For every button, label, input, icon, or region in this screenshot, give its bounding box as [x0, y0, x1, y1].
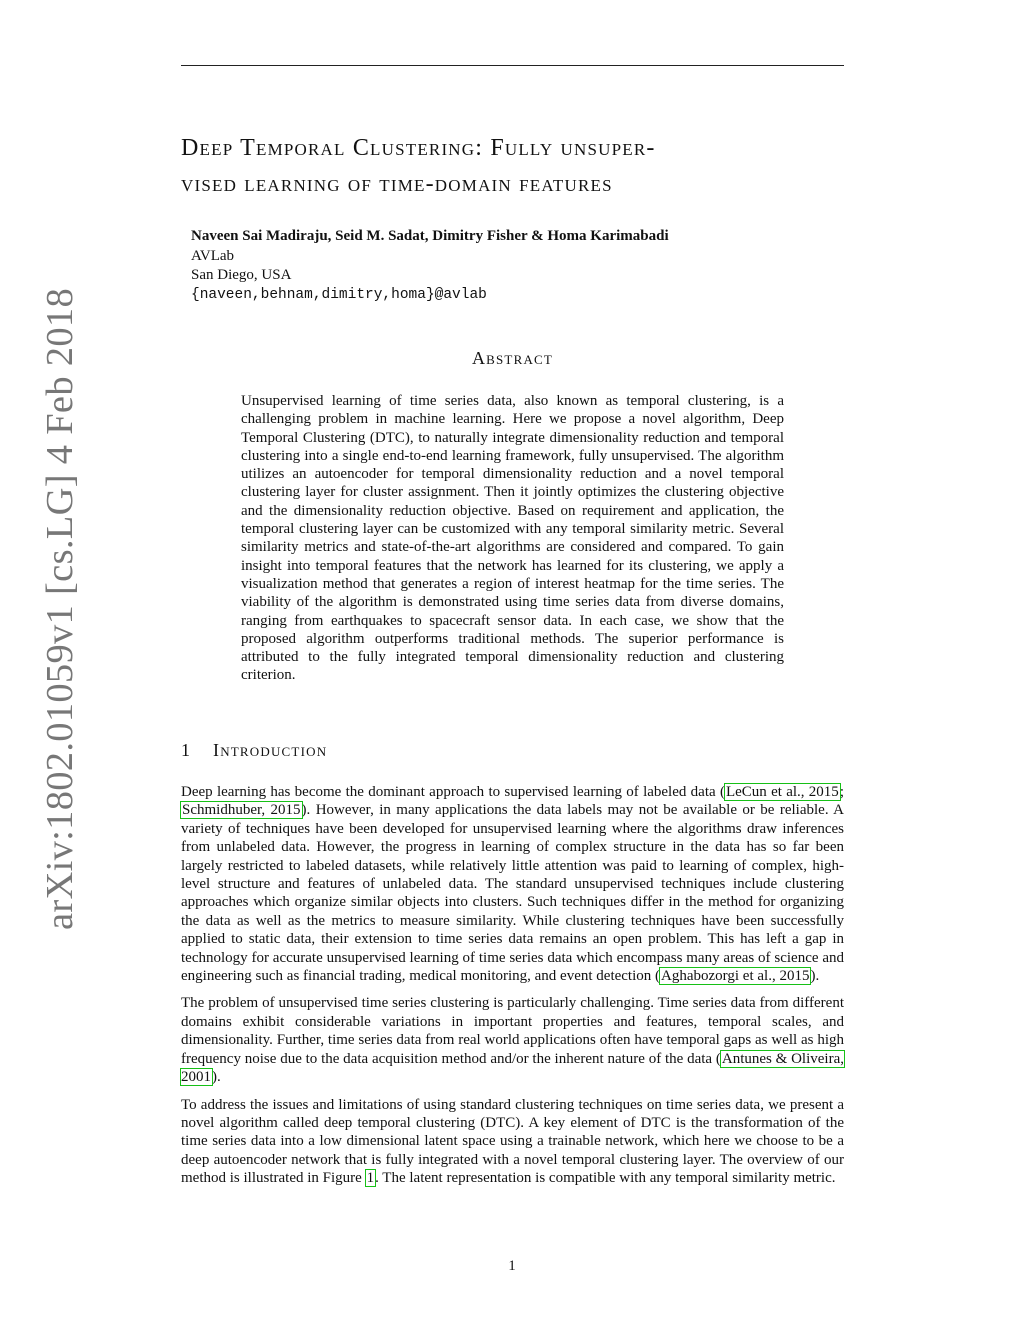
title-line-2: vised learning of time-domain features — [181, 171, 613, 197]
intro-paragraph-3: To address the issues and limitations of using standard clustering techniques on time series data, we present a novel algorithm called deep temporal clustering (DTC). A key element of DTC is the transformation of the time series data into a low dimensional latent space using a trainable network, which here we choose to be a deep autoencoder network that is fully integrated with a novel temporal clustering layer. The overview of our method is illustrated in Figure 1. The latent representation is compatible with any temporal similarity metric. — [181, 1096, 844, 1187]
citation-link[interactable]: Antunes & Oliveira, 2001 — [181, 1050, 844, 1086]
citation-link[interactable]: Schmidhuber, 2015 — [182, 802, 301, 819]
top-rule — [181, 65, 844, 66]
page-number: 1 — [508, 1258, 516, 1274]
abstract-body: Unsupervised learning of time series data, also known as temporal clustering, is a challenging problem in machine learning. Here we propose a novel algorithm, Deep Temporal Clustering (DTC), to naturally integrate dimensionality reduction and temporal clustering into a single end-to-end learning framework, fully unsupervised. The algorithm utilizes an autoencoder for temporal dimensionality reduction and a novel temporal clustering layer for cluster assignment. Then it jointly optimizes the clustering objective and the dimensionality reduction objective. Based on requirement and application, the temporal clustering layer can be customized with any temporal similarity metric. Several similarity metrics and state-of-the-art algorithms are considered and compared. To gain insight into temporal features that the network has learned for its clustering, we apply a visualization method that generates a region of interest heatmap for the time series. The viability of the algorithm is demonstrated using time series data from diverse domains, ranging from earthquakes to spacecraft sensor data. In each case, we show that the proposed algorithm outperforms traditional methods. The superior performance is attributed to the fully integrated temporal dimensionality reduction and clustering criterion. — [241, 393, 784, 684]
arxiv-identifier[interactable]: arXiv:1802.01059v1 [cs.LG] 4 Feb 2018 — [39, 288, 81, 930]
title-line-1: Deep Temporal Clustering: Fully unsuper- — [181, 135, 656, 161]
introduction-body — [181, 783, 844, 1197]
abstract-heading: Abstract — [471, 348, 554, 368]
paper-title — [181, 130, 844, 202]
citation-link[interactable]: Aghabozorgi et al., 2015 — [661, 968, 810, 985]
intro-paragraph-2: The problem of unsupervised time series clustering is particularly challenging. Time series data from different domains exhibit considerable variations in important properties and features, temporal scales, and dimensionality. Further, time series data from real world applications often have temporal gaps as well as high frequency noise due to the data acquisition method and/or the inherent nature of the data (Antunes & Oliveira, 2001). — [181, 995, 844, 1086]
section-title: Introduction — [213, 740, 328, 760]
figure-reference-link[interactable]: 1 — [366, 1170, 375, 1187]
author-names: Naveen Sai Madiraju, Seid M. Sadat, Dimitry Fisher & Homa Karimabadi — [191, 228, 669, 244]
email: {naveen,behnam,dimitry,homa}@avlab — [191, 286, 487, 303]
location: San Diego, USA — [191, 267, 292, 283]
intro-paragraph-1: Deep learning has become the dominant approach to supervised learning of labeled data (LeCun et al., 2015; Schmidhuber, 2015). However, in many applications the data labels may not be available or be reliable. A variety of techniques have been developed for unsupervised learning where the algorithms draw inferences from unlabeled data. However, the progress in learning of complex structure in the data has so far been largely restricted to labeled datasets, while relatively little attention was paid to learning of complex, high-level structure and features of unlabeled data. The standard unsupervised techniques include clustering approaches which organize similar objects into clusters. Such techniques differ in the method for organizing the data as well as the metrics to measure similarity. While clustering techniques have been successfully applied to static data, their extension to time series data remains an open problem. This has left a gap in technology for accurate unsupervised learning of time series data which encompass many areas of science and engineering such as financial trading, medical monitoring, and event detection (Aghabozorgi et al., 2015). — [181, 784, 844, 985]
section-heading — [181, 740, 327, 761]
author-block — [191, 227, 831, 305]
citation-link[interactable]: LeCun et al., 2015 — [725, 784, 839, 800]
section-number: 1 — [181, 740, 192, 760]
affiliation: AVLab — [191, 247, 235, 264]
